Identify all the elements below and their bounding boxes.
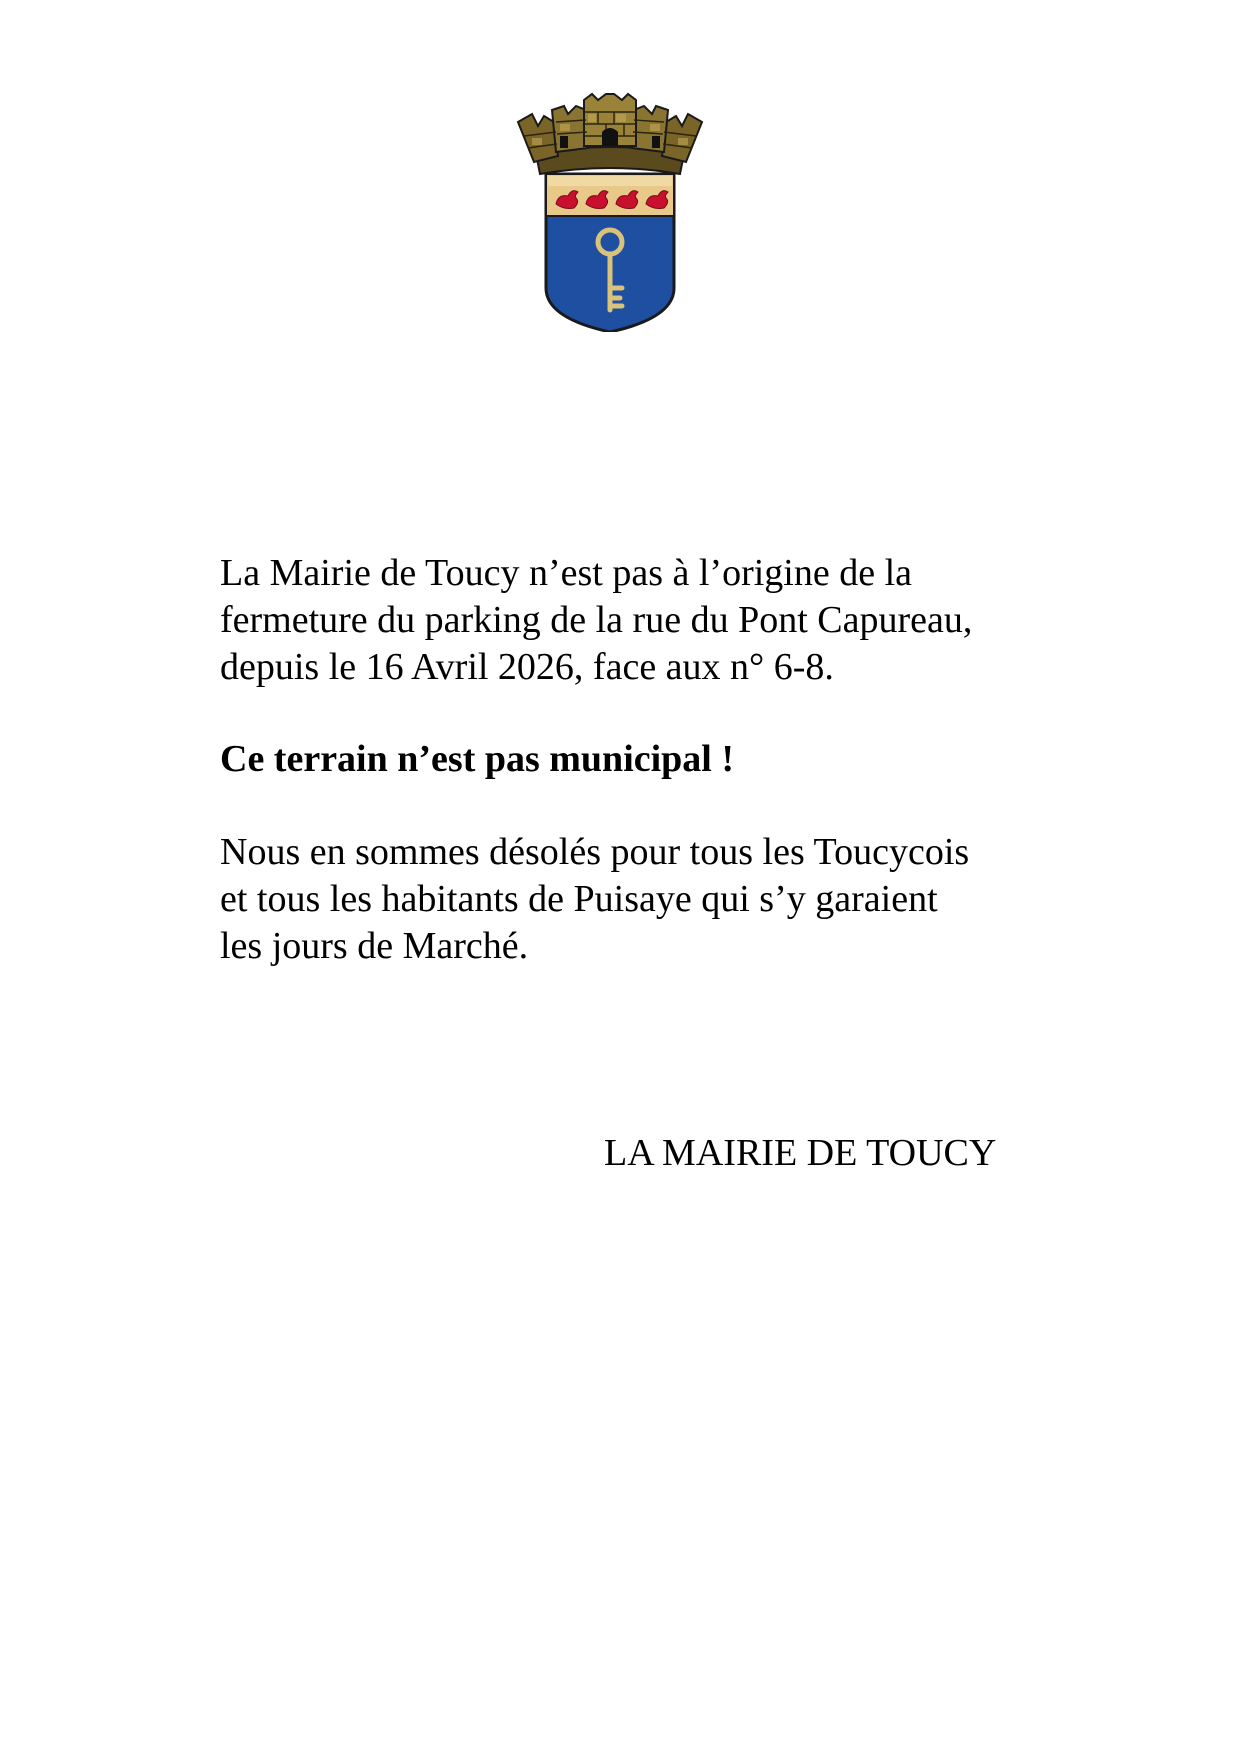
mural-crown [518, 94, 702, 174]
intro-line: fermeture du parking de la rue du Pont Capureau, [220, 599, 973, 641]
emphasis-statement: Ce terrain n’est pas municipal ! [220, 738, 735, 780]
apology-line: les jours de Marché. [220, 925, 529, 967]
toucy-coat-of-arms-icon [514, 92, 706, 332]
intro-line: depuis le 16 Avril 2026, face aux n° 6-8. [220, 646, 834, 688]
apology-line: Nous en sommes désolés pour tous les Toucycois [220, 831, 970, 873]
intro-line: La Mairie de Toucy n’est pas à l’origine de la [220, 552, 912, 594]
shield [546, 174, 674, 332]
apology-paragraph [220, 829, 1120, 970]
signature: LA MAIRIE DE TOUCY [604, 1132, 997, 1174]
apology-line: et tous les habitants de Puisaye qui s’y garaient [220, 878, 938, 920]
notice-body [220, 550, 1120, 970]
intro-paragraph [220, 550, 1120, 691]
